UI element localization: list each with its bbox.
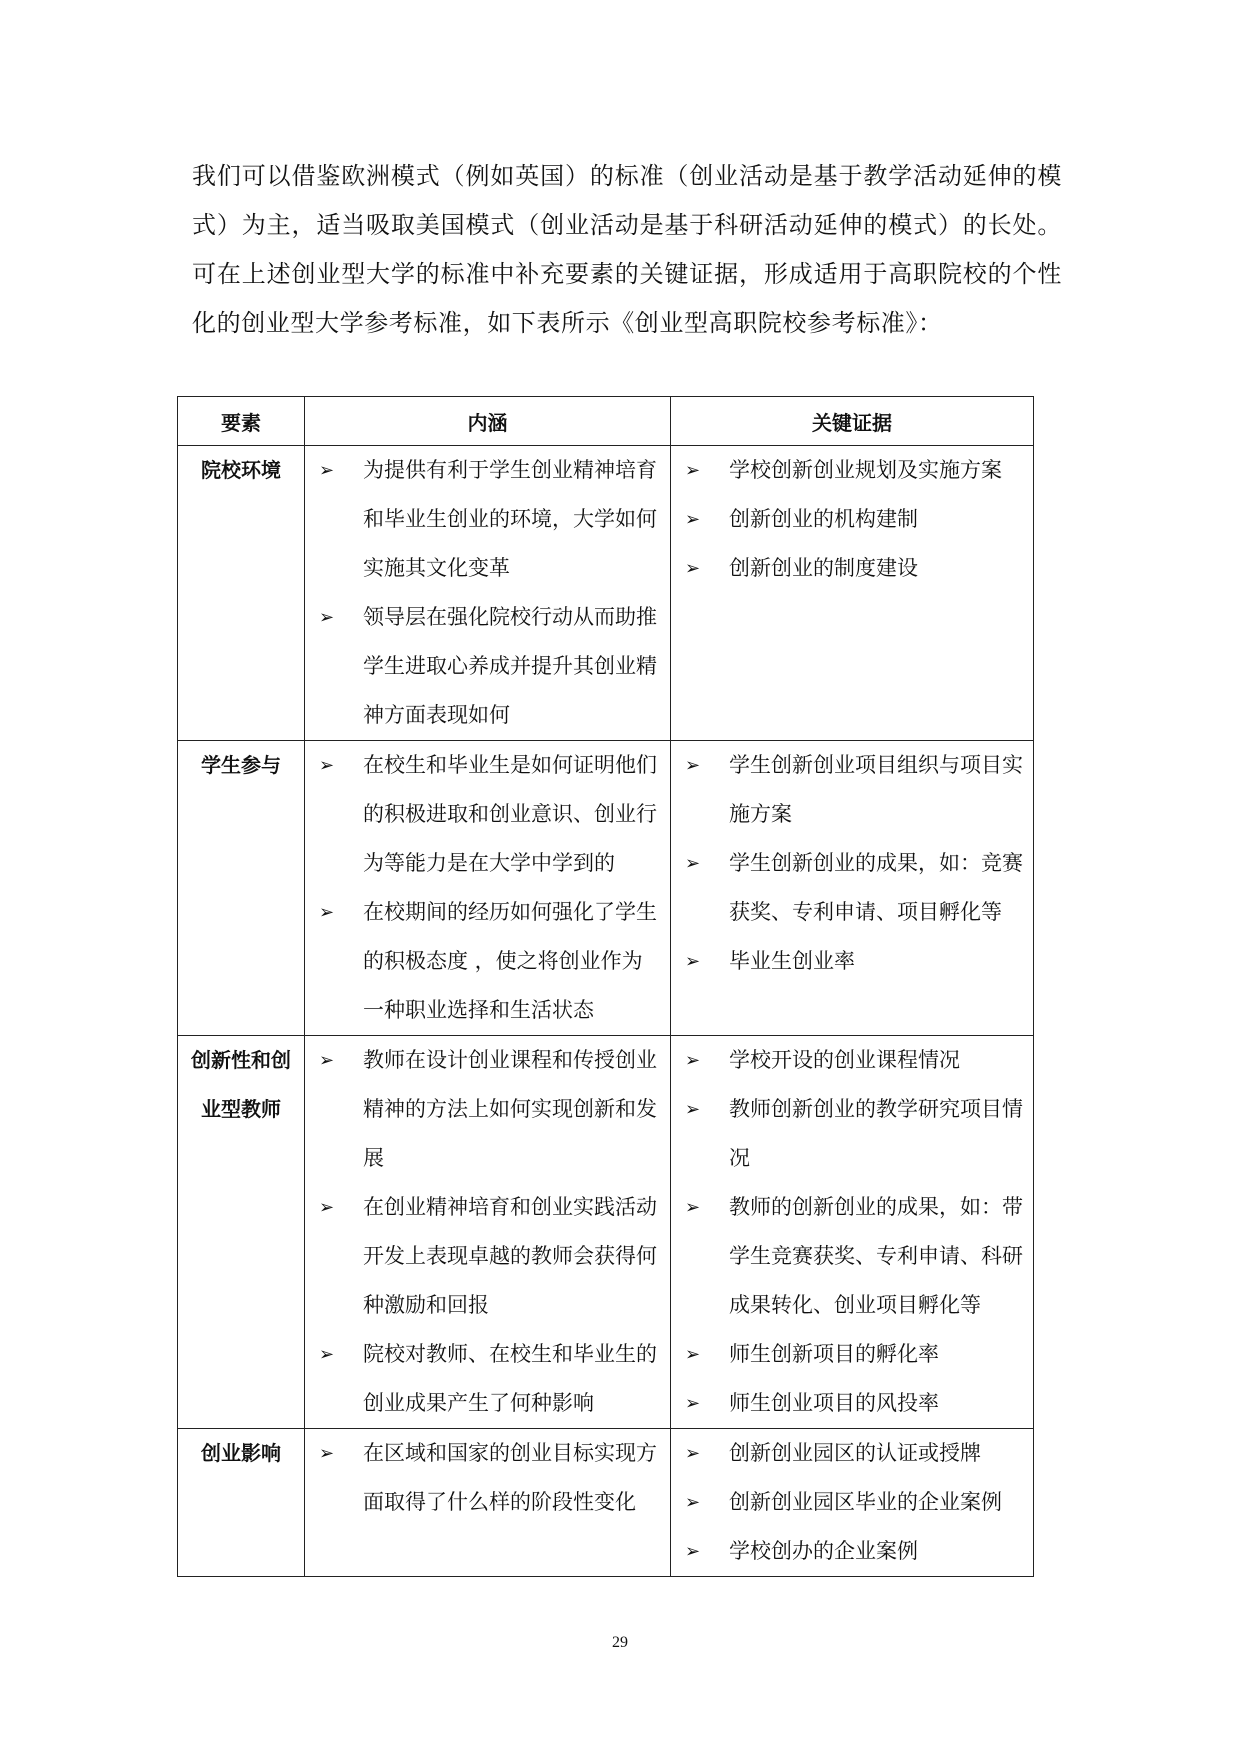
- list-item: [671, 839, 1033, 937]
- list-item-text: 院校对教师、在校生和毕业生的创业成果产生了何种影响: [363, 1342, 657, 1415]
- reference-standard-table: [177, 396, 1034, 1577]
- evidence-cell: [671, 446, 1034, 741]
- list-item: [671, 1478, 1033, 1527]
- connotation-list: [305, 1429, 670, 1527]
- list-item-text: 师生创新项目的孵化率: [729, 1342, 939, 1366]
- list-item-text: 师生创业项目的风投率: [729, 1391, 939, 1415]
- evidence-cell: [671, 1429, 1034, 1577]
- list-item: [671, 937, 1033, 986]
- list-item-text: 在校期间的经历如何强化了学生的积极态度 ，使之将创业作为一种职业选择和生活状态: [363, 900, 657, 1022]
- evidence-list: [671, 1429, 1033, 1576]
- evidence-list: [671, 1036, 1033, 1428]
- list-item-text: 学生创新创业的成果，如：竞赛获奖、专利申请、项目孵化等: [729, 851, 1023, 924]
- list-item: [305, 888, 670, 1035]
- list-item: [305, 593, 670, 740]
- arrow-bullet-icon: ➢: [685, 1492, 701, 1513]
- arrow-bullet-icon: ➢: [685, 1197, 701, 1218]
- list-item-text: 教师的创新创业的成果，如：带学生竞赛获奖、专利申请、科研成果转化、创业项目孵化等: [729, 1195, 1023, 1317]
- table-row: [178, 1429, 1034, 1577]
- header-connotation: 内涵: [305, 397, 671, 446]
- list-item: [671, 446, 1033, 495]
- arrow-bullet-icon: ➢: [319, 460, 335, 481]
- arrow-bullet-icon: ➢: [685, 460, 701, 481]
- arrow-bullet-icon: ➢: [319, 1050, 335, 1071]
- list-item: [305, 1429, 670, 1527]
- arrow-bullet-icon: ➢: [319, 1443, 335, 1464]
- list-item-text: 教师创新创业的教学研究项目情况: [729, 1097, 1023, 1170]
- list-item: [671, 741, 1033, 839]
- arrow-bullet-icon: ➢: [319, 1197, 335, 1218]
- connotation-list: [305, 1036, 670, 1428]
- list-item-text: 学生创新创业项目组织与项目实施方案: [729, 753, 1023, 826]
- list-item-text: 创新创业园区的认证或授牌: [729, 1441, 981, 1465]
- arrow-bullet-icon: ➢: [685, 1443, 701, 1464]
- list-item-text: 创新创业园区毕业的企业案例: [729, 1490, 1002, 1514]
- table-row: [178, 446, 1034, 741]
- list-item: [671, 544, 1033, 593]
- list-item: [671, 1036, 1033, 1085]
- arrow-bullet-icon: ➢: [685, 951, 701, 972]
- evidence-list: [671, 741, 1033, 986]
- element-cell: 创新性和创业型教师: [178, 1036, 305, 1429]
- arrow-bullet-icon: ➢: [685, 1393, 701, 1414]
- connotation-cell: [305, 1429, 671, 1577]
- list-item: [671, 495, 1033, 544]
- arrow-bullet-icon: ➢: [319, 902, 335, 923]
- evidence-cell: [671, 741, 1034, 1036]
- list-item-text: 在区域和国家的创业目标实现方面取得了什么样的阶段性变化: [363, 1441, 657, 1514]
- table-row: [178, 741, 1034, 1036]
- list-item-text: 学校开设的创业课程情况: [729, 1048, 960, 1072]
- arrow-bullet-icon: ➢: [685, 1541, 701, 1562]
- arrow-bullet-icon: ➢: [319, 755, 335, 776]
- connotation-list: [305, 741, 670, 1035]
- list-item-text: 在校生和毕业生是如何证明他们的积极进取和创业意识、创业行为等能力是在大学中学到的: [363, 753, 657, 875]
- list-item: [305, 1330, 670, 1428]
- table-header-row: [178, 397, 1034, 446]
- list-item: [671, 1330, 1033, 1379]
- arrow-bullet-icon: ➢: [685, 755, 701, 776]
- list-item: [305, 1036, 670, 1183]
- connotation-cell: [305, 446, 671, 741]
- arrow-bullet-icon: ➢: [685, 1050, 701, 1071]
- arrow-bullet-icon: ➢: [685, 1099, 701, 1120]
- list-item: [671, 1379, 1033, 1428]
- evidence-list: [671, 446, 1033, 593]
- list-item: [305, 1183, 670, 1330]
- element-cell: 学生参与: [178, 741, 305, 1036]
- arrow-bullet-icon: ➢: [319, 1344, 335, 1365]
- arrow-bullet-icon: ➢: [685, 509, 701, 530]
- list-item: [671, 1183, 1033, 1330]
- list-item: [671, 1085, 1033, 1183]
- table-row: [178, 1036, 1034, 1429]
- list-item-text: 教师在设计创业课程和传授创业精神的方法上如何实现创新和发展: [363, 1048, 657, 1170]
- connotation-cell: [305, 741, 671, 1036]
- list-item: [671, 1527, 1033, 1576]
- element-cell: 创业影响: [178, 1429, 305, 1577]
- list-item-text: 学校创新创业规划及实施方案: [729, 458, 1002, 482]
- element-cell: 院校环境: [178, 446, 305, 741]
- list-item: [305, 741, 670, 888]
- list-item-text: 学校创办的企业案例: [729, 1539, 918, 1563]
- list-item-text: 在创业精神培育和创业实践活动开发上表现卓越的教师会获得何种激励和回报: [363, 1195, 657, 1317]
- intro-paragraph: 我们可以借鉴欧洲模式（例如英国）的标准（创业活动是基于教学活动延伸的模式）为主，适当吸取美国模式（创业活动是基于科研活动延伸的模式）的长处。可在上述创业型大学的标准中补充要素的关键证据，形成适用于高职院校的个性化的创业型大学参考标准，如下表所示《创业型高职院校参考标准》：: [192, 162, 1062, 337]
- list-item: [671, 1429, 1033, 1478]
- list-item: [305, 446, 670, 593]
- arrow-bullet-icon: ➢: [685, 1344, 701, 1365]
- connotation-cell: [305, 1036, 671, 1429]
- list-item-text: 创新创业的机构建制: [729, 507, 918, 531]
- arrow-bullet-icon: ➢: [685, 853, 701, 874]
- list-item-text: 毕业生创业率: [729, 949, 855, 973]
- header-evidence: 关键证据: [671, 397, 1034, 446]
- evidence-cell: [671, 1036, 1034, 1429]
- list-item-text: 创新创业的制度建设: [729, 556, 918, 580]
- page-number: 29: [612, 1634, 628, 1651]
- list-item-text: 为提供有利于学生创业精神培育和毕业生创业的环境，大学如何实施其文化变革: [363, 458, 657, 580]
- connotation-list: [305, 446, 670, 740]
- arrow-bullet-icon: ➢: [319, 607, 335, 628]
- arrow-bullet-icon: ➢: [685, 558, 701, 579]
- list-item-text: 领导层在强化院校行动从而助推学生进取心养成并提升其创业精神方面表现如何: [363, 605, 657, 727]
- header-element: 要素: [178, 397, 305, 446]
